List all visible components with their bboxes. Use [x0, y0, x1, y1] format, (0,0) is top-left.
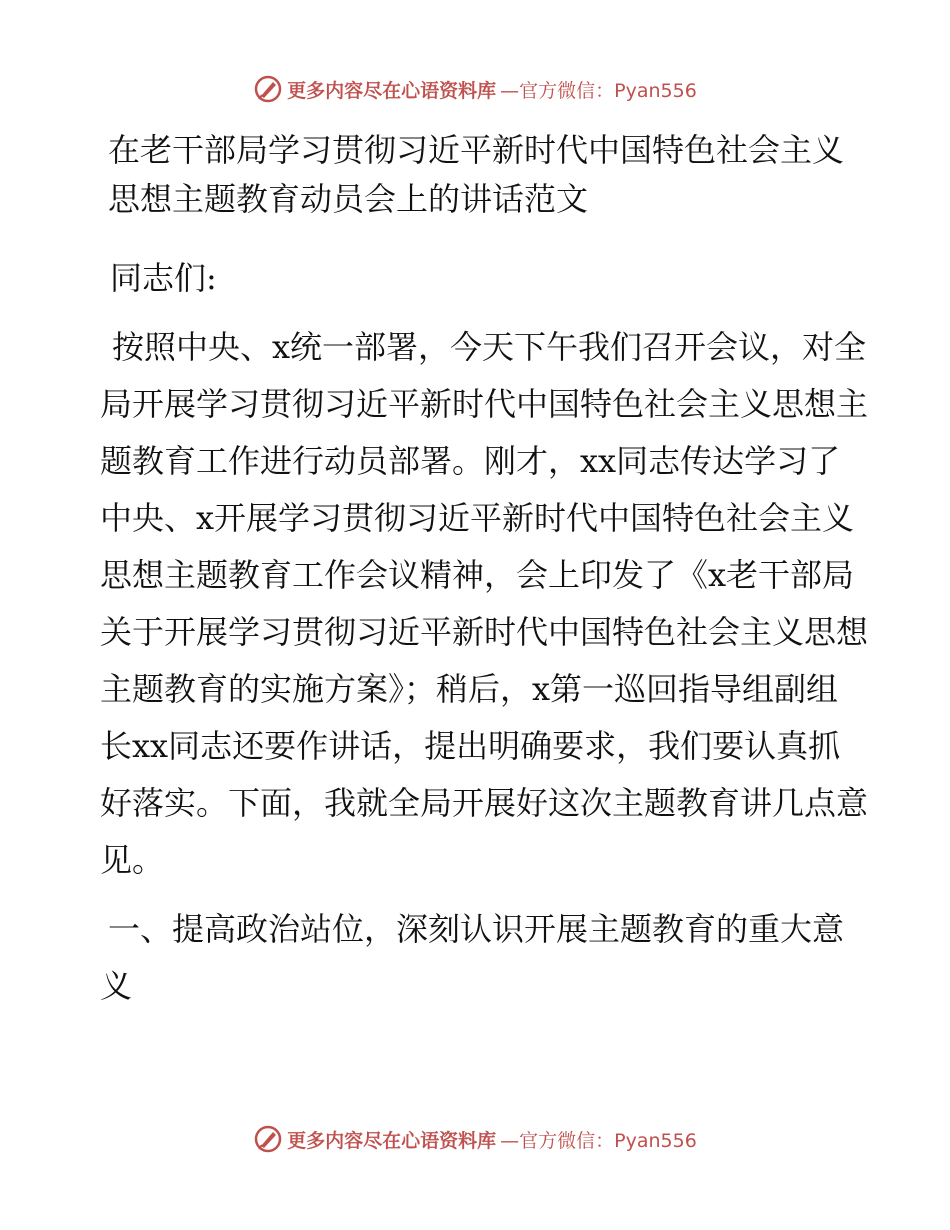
greeting: 同志们:	[110, 259, 217, 297]
quill-pen-logo-icon	[253, 1124, 283, 1154]
watermark-main-text: 更多内容尽在心语资料库	[287, 1129, 497, 1152]
header-watermark	[0, 74, 950, 104]
footer-watermark	[0, 1124, 950, 1154]
document-title: 在老干部局学习贯彻习近平新时代中国特色社会主义思想主题教育动员会上的讲话范文	[108, 131, 845, 218]
quill-pen-logo-icon	[253, 74, 283, 104]
watermark-sub-text: —官方微信：Pyan556	[500, 1129, 697, 1152]
document-body	[100, 126, 870, 1015]
watermark-sub-text: —官方微信：Pyan556	[500, 79, 697, 102]
section-heading: 一、提高政治站位，深刻认识开展主题教育的重大意义	[100, 910, 845, 1005]
watermark-main-text: 更多内容尽在心语资料库	[287, 79, 497, 102]
paragraph: 按照中央、x统一部署，今天下午我们召开会议，对全局开展学习贯彻习近平新时代中国特色社会主义思想主题教育工作进行动员部署。刚才，xx同志传达学习了中央、x开展学习贯彻习近平新时代中国特色社会主义思想主题教育工作会议精神，会上印发了《x老干部局关于开展学习贯彻习近平新时代中国特色社会主义思想主题教育的实施方案》；稍后，x第一巡回指导组副组长xx同志还要作讲话，提出明确要求，我们要认真抓好落实。下面，我就全局开展好这次主题教育讲几点意见。	[100, 328, 869, 879]
